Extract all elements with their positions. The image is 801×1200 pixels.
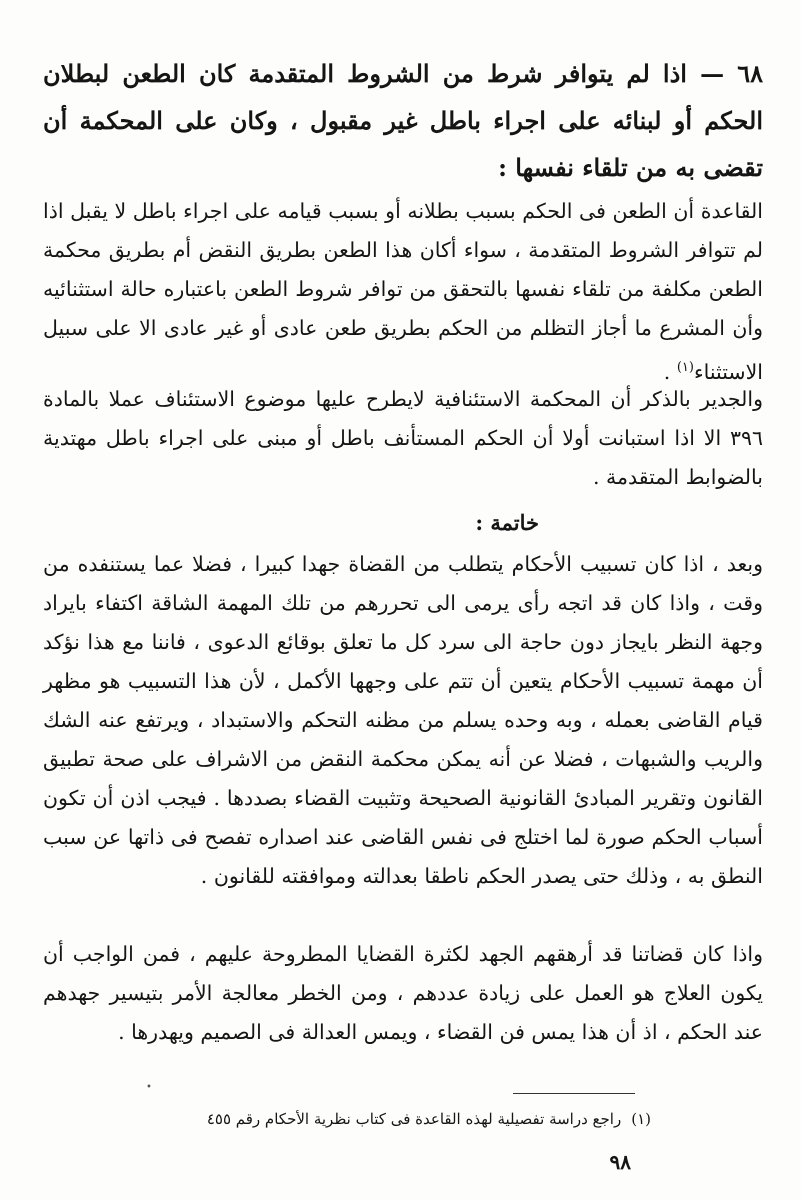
paragraph-rule-end: . [663, 359, 677, 384]
paragraph-conclusion: وبعد ، اذا كان تسبيب الأحكام يتطلب من القضاة جهدا كبيرا ، فضلا عما يستنفده من وقت ، واذا كان قد اتجه رأى يرمى الى تحررهم من تلك المهمة الشاقة اكتفاء بايراد وجهة النظر بايجاز دون حاجة الى سرد كل ما تعلق بوقائع الدعوى ، فاننا مع هذا نؤكد أن مهمة تسبيب الأحكام يتعين أن تتم على وجهها الأكمل ، لأن هذا التسبيب هو مظهر قيام القاضى بعمله ، وبه وحده يسلم من مظنه التحكم والاستبداد ، ويرتفع عنه الشك والريب والشبهات ، فضلا عن أنه يمكن محكمة النقض من الاشراف على صحة تطبيق القانون وتقرير المبادئ القانونية الصحيحة وتثبيت القضاء بصددها . فيجب اذن أن تكون أسباب الحكم صورة لما اختلج فى نفس القاضى عند اصداره تفصح فى ذاتها عن سبب النطق به ، وذلك حتى يصدر الحكم ناطقا بعدالته وموافقته للقانون . [43, 552, 763, 888]
footnote-reference: (١) [676, 360, 694, 375]
footnote-divider [513, 1093, 635, 1094]
footnote-marker: (١) [631, 1110, 651, 1128]
page-number: ٩٨ [609, 1150, 631, 1174]
heading-dash: — [700, 59, 725, 88]
stray-dot: • [146, 1082, 152, 1093]
paragraph-judges-burden: واذا كان قضاتنا قد أرهقهم الجهد لكثرة القضايا المطروحة عليهم ، فمن الواجب أن يكون العلاج هو العمل على زيادة عددهم ، ومن الخطر معالجة الأمر بتيسير جهدهم عند الحكم ، اذ أن هذا يمس فن القضاء ، ويمس العدالة فى الصميم ويهدرها . [43, 942, 763, 1044]
conclusion-heading: خاتمة : [475, 510, 539, 535]
section-heading [43, 50, 763, 191]
paragraph-rule-text: القاعدة أن الطعن فى الحكم بسبب بطلانه أو بسبب قيامه على اجراء باطل لا يقبل اذا لم تتوافر الشروط المتقدمة ، سواء أكان هذا الطعن بطريق النقض أم بطريق محكمة الطعن مكلفة من تلقاء نفسها بالتحقق من توافر شروط الطعن باعتباره حالة استثنائيه وأن المشرع ما أجاز التظلم من الحكم بطريق طعن عادى أو غير عادى الا على سبيل الاستثناء [43, 199, 763, 384]
section-heading-text: اذا لم يتوافر شرط من الشروط المتقدمة كان الطعن لبطلان الحكم أو لبنائه على اجراء باطل غير مقبول ، وكان على المحكمة أن تقضى به من تلقاء نفسها : [43, 59, 763, 182]
paragraph-rule [43, 192, 763, 392]
footnote [181, 1106, 651, 1132]
paragraph-appeal: والجدير بالذكر أن المحكمة الاستئنافية لايطرح عليها موضوع الاستئناف عملا بالمادة ٣٩٦ الا اذا استبانت أولا أن الحكم المستأنف باطل أو مبنى على اجراء باطل مهتدية بالضوابط المتقدمة . [43, 387, 763, 489]
footnote-text: راجع دراسة تفصيلية لهذه القاعدة فى كتاب نظرية الأحكام رقم ٤٥٥ [206, 1110, 622, 1128]
section-number: ٦٨ [737, 59, 763, 88]
